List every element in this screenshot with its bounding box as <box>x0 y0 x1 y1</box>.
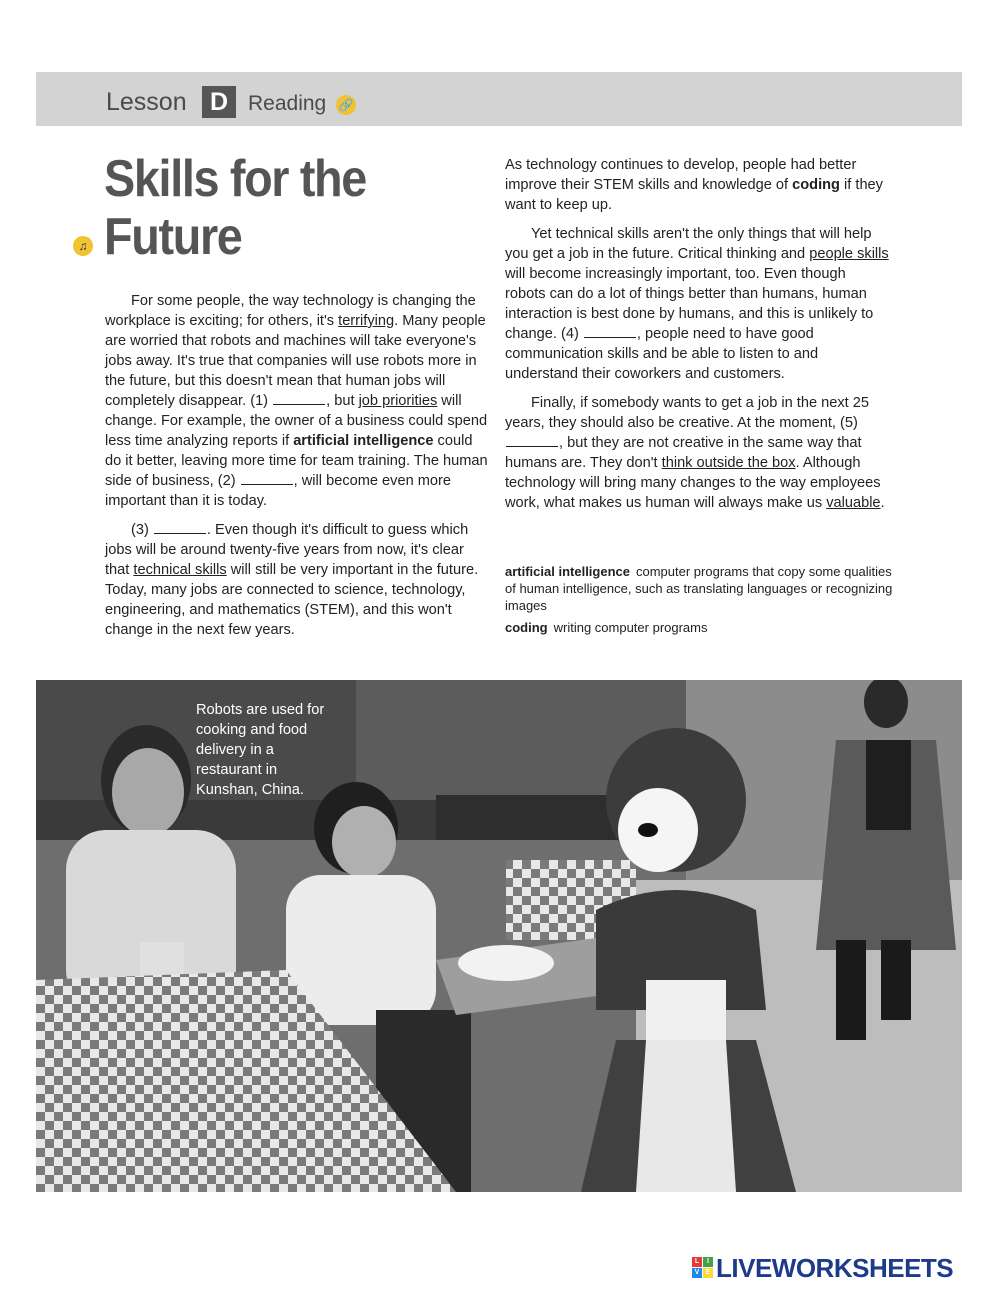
text: . <box>880 495 885 511</box>
blank-2[interactable] <box>241 472 293 485</box>
glossary-entry <box>505 563 895 614</box>
vocab-terrifying: terrifying <box>338 313 395 329</box>
bold-coding: coding <box>792 177 840 193</box>
glossary <box>505 563 895 641</box>
lesson-label: Lesson <box>106 88 187 116</box>
link-icon[interactable]: 🔗 <box>336 95 356 115</box>
vocab-valuable: valuable <box>826 495 881 511</box>
paragraph-1 <box>105 291 490 511</box>
page-title: Skills for the Future <box>104 150 366 266</box>
text: , but <box>326 393 359 409</box>
logo-letter: I <box>703 1257 713 1267</box>
logo-letter: L <box>692 1257 702 1267</box>
text: . Although technology will bring many changes to the way employees work, what makes us human will always make us <box>505 455 881 511</box>
bold-artificial-intelligence: artificial intelligence <box>293 433 434 449</box>
text: will become increasingly important, too. Even though robots can do a lot of things better than humans, human interaction is best done by humans, and this is unlikely to change. (4) <box>505 266 874 342</box>
glossary-term: coding <box>505 620 548 635</box>
blank-3[interactable] <box>154 521 206 534</box>
lesson-header <box>36 72 962 126</box>
liveworksheets-logo-icon <box>692 1257 714 1279</box>
lesson-letter-badge: D <box>202 86 236 118</box>
section-label: Reading <box>248 92 327 115</box>
music-note-icon[interactable]: ♫ <box>73 236 93 256</box>
text: . Even though it's difficult to guess which jobs will be around twenty-five years from now, it's clear that <box>105 522 469 578</box>
text: (3) <box>131 522 153 538</box>
blank-5[interactable] <box>506 434 558 447</box>
text: Yet technical skills aren't the only things that will help you get a job in the future. Critical thinking and <box>505 226 872 262</box>
brand-text: LIVEWORKSHEETS <box>716 1253 954 1283</box>
text: , but they are not creative in the same way that humans are. They don't <box>505 435 862 471</box>
paragraph-3 <box>505 155 890 215</box>
photo-caption: Robots are used for cooking and food delivery in a restaurant in Kunshan, China. <box>196 702 325 798</box>
photo-illustration <box>36 680 962 1192</box>
text: Finally, if somebody wants to get a job in the next 25 years, they should also be creative. At the moment, (5) <box>505 395 870 431</box>
logo-letter: E <box>703 1268 713 1278</box>
text: , will become even more important than it is today. <box>105 473 452 509</box>
vocab-technical-skills: technical skills <box>133 562 227 578</box>
blank-4[interactable] <box>584 325 636 338</box>
paragraph-4 <box>505 224 890 384</box>
restaurant-robot-photo <box>36 680 962 1192</box>
text: As technology continues to develop, people had better improve their STEM skills and knowledge of <box>505 157 857 193</box>
text: For some people, the way technology is changing the workplace is exciting; for others, it's <box>105 293 476 329</box>
glossary-definition: writing computer programs <box>553 620 708 635</box>
text: will still be very important in the future. Today, many jobs are connected to science, technology, engineering, and mathematics (STEM), and this won't change in the next few years. <box>105 562 479 638</box>
article-column-left <box>105 291 490 649</box>
text: will change. For example, the owner of a business could spend less time analyzing reports if <box>105 393 488 449</box>
text: if they want to keep up. <box>505 177 883 213</box>
article-column-right <box>505 155 890 522</box>
text: . Many people are worried that robots and machines will take everyone's jobs away. It's true that companies will use robots more in the future, but this doesn't mean that human jobs will completely disappear. (1) <box>105 313 486 409</box>
text: , people need to have good communication skills and be able to listen to and understand their coworkers and customers. <box>505 326 819 382</box>
logo-letter: V <box>692 1268 702 1278</box>
paragraph-5 <box>505 393 890 513</box>
blank-1[interactable] <box>273 392 325 405</box>
glossary-entry <box>505 619 895 636</box>
vocab-job-priorities: job priorities <box>358 393 438 409</box>
text: could do it better, leaving more time for team training. The human side of business, (2) <box>105 433 488 489</box>
vocab-people-skills: people skills <box>809 246 889 262</box>
glossary-definition: computer programs that copy some qualities of human intelligence, such as translating languages or recognizing images <box>505 564 893 613</box>
paragraph-2 <box>105 520 490 640</box>
glossary-term: artificial intelligence <box>505 564 630 579</box>
vocab-think-outside-the-box: think outside the box <box>661 455 796 471</box>
